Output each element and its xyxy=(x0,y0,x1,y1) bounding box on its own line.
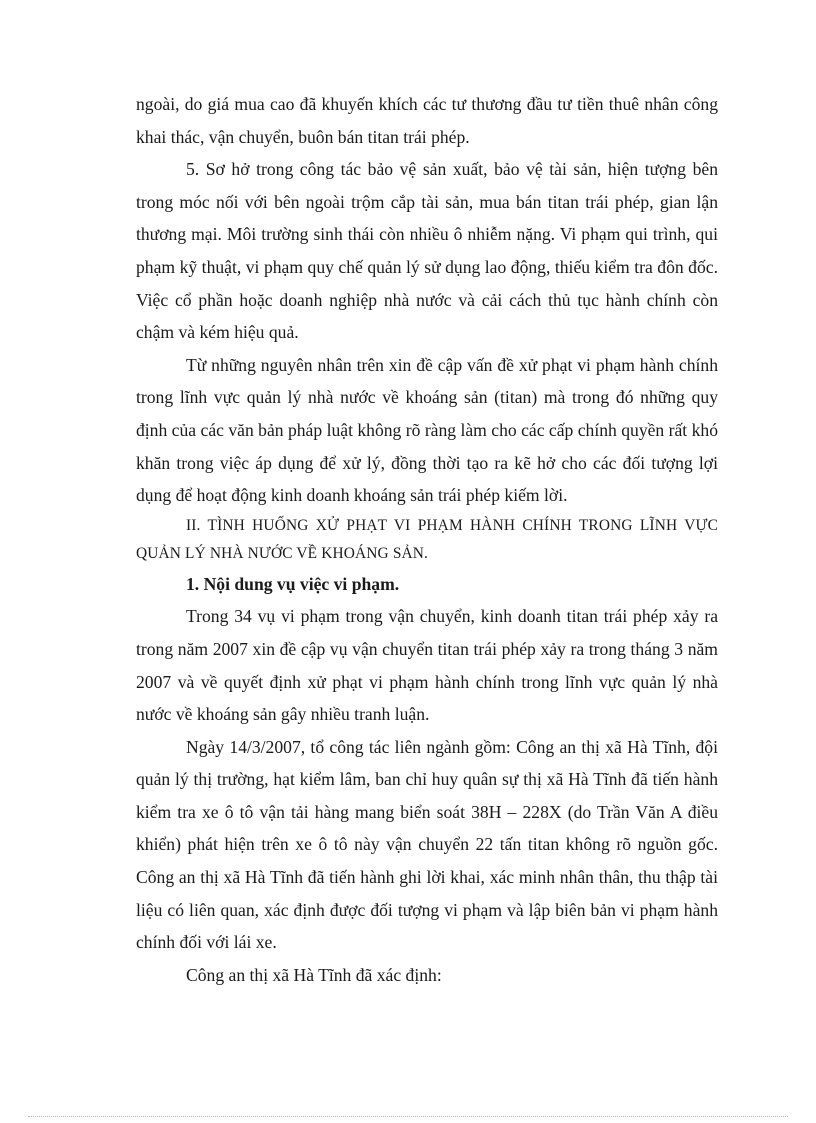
document-body xyxy=(136,88,718,991)
paragraph-case-details: Ngày 14/3/2007, tổ công tác liên ngành gồm: Công an thị xã Hà Tĩnh, đội quản lý thị trường, hạt kiểm lâm, ban chỉ huy quân sự thị xã Hà Tĩnh đã tiến hành kiểm tra xe ô tô vận tải hàng mang biển soát 38H – 228X (do Trần Văn A điều khiển) phát hiện trên xe ô tô này vận chuyển 22 tấn titan không rõ nguồn gốc. Công an thị xã Hà Tĩnh đã tiến hành ghi lời khai, xác minh nhân thân, thu thập tài liệu có liên quan, xác định được đối tượng vi phạm và lập biên bản vi phạm hành chính đối với lái xe. xyxy=(136,736,718,953)
paragraph-determination: Công an thị xã Hà Tĩnh đã xác định: xyxy=(186,964,442,985)
paragraph-causes: Từ những nguyên nhân trên xin đề cập vấn đề xử phạt vi phạm hành chính trong lĩnh vực quản lý nhà nước về khoáng sản (titan) mà trong đó những quy định của các văn bản pháp luật không rõ ràng làm cho các cấp chính quyền rất khó khăn trong việc áp dụng để xử lý, đồng thời tạo ra kẽ hở cho các đối tượng lợi dụng để hoạt động kinh doanh khoáng sản trái phép kiếm lời. xyxy=(136,354,718,506)
page-bottom-divider xyxy=(28,1116,788,1117)
section-heading: II. TÌNH HUỐNG XỬ PHẠT VI PHẠM HÀNH CHÍNH TRONG LĨNH VỰC QUẢN LÝ NHÀ NƯỚC VỀ KHOÁNG SẢN. xyxy=(136,516,718,562)
paragraph-continuation: ngoài, do giá mua cao đã khuyến khích các tư thương đầu tư tiền thuê nhân công khai thác, vận chuyển, buôn bán titan trái phép. xyxy=(136,94,718,147)
paragraph-case-intro: Trong 34 vụ vi phạm trong vận chuyển, kinh doanh titan trái phép xảy ra trong năm 2007 xin đề cập vụ vận chuyển titan trái phép xảy ra trong tháng 3 năm 2007 và về quyết định xử phạt vi phạm hành chính trong lĩnh vực quản lý nhà nước về khoáng sản gây nhiều tranh luận. xyxy=(136,606,718,725)
paragraph-item-5: 5. Sơ hở trong công tác bảo vệ sản xuất, bảo vệ tài sản, hiện tượng bên trong móc nối với bên ngoài trộm cắp tài sản, mua bán titan trái phép, gian lận thương mại. Môi trường sinh thái còn nhiều ô nhiễm nặng. Vi phạm qui trình, qui phạm kỹ thuật, vi phạm quy chế quản lý sử dụng lao động, thiếu kiểm tra đôn đốc. Việc cổ phần hoặc doanh nghiệp nhà nước và cải cách thủ tục hành chính còn chậm và kém hiệu quả. xyxy=(136,159,718,343)
subsection-heading: 1. Nội dung vụ việc vi phạm. xyxy=(186,573,400,594)
